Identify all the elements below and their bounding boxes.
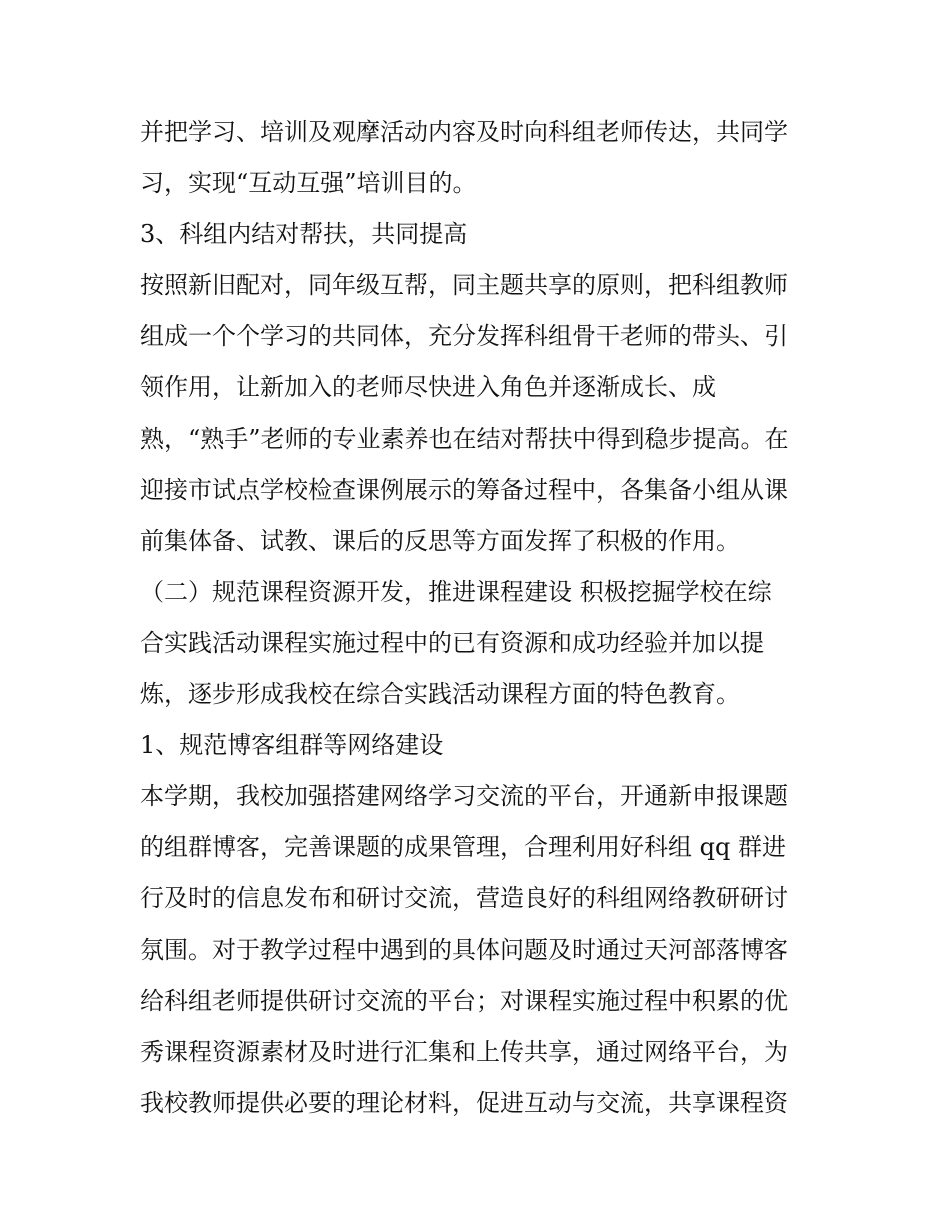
text-line: 氛围。对于教学过程中遇到的具体问题及时通过天河部落博客	[140, 935, 788, 964]
body-text	[140, 107, 820, 1129]
text-line: 熟，“熟手”老师的专业素养也在结对帮扶中得到稳步提高。在	[140, 424, 789, 453]
text-line: 本学期，我校加强搭建网络学习交流的平台，开通新申报课题	[140, 782, 788, 811]
text-line: 秀课程资源素材及时进行汇集和上传共享，通过网络平台，为	[140, 1037, 788, 1066]
section-heading: 3、科组内结对帮扶，共同提高	[140, 220, 468, 249]
text-line: 按照新旧配对，同年级互帮，同主题共享的原则，把科组教师	[140, 271, 788, 300]
text-line: 炼，逐步形成我校在综合实践活动课程方面的特色教育。	[140, 680, 740, 709]
text-line: 组成一个个学习的共同体，充分发挥科组骨干老师的带头、引	[140, 322, 788, 351]
text-line: 并把学习、培训及观摩活动内容及时向科组老师传达，共同学	[140, 118, 788, 146]
text-line: 前集体备、试教、课后的反思等方面发挥了积极的作用。	[140, 526, 740, 555]
text-line: 的组群博客，完善课题的成果管理，合理利用好科组 qq 群进	[140, 833, 786, 862]
text-line: 给科组老师提供研讨交流的平台；对课程实施过程中积累的优	[140, 986, 788, 1015]
text-line: 迎接市试点学校检查课例展示的筹备过程中，各集备小组从课	[140, 475, 788, 504]
section-heading: （二）规范课程资源开发，推进课程建设 积极挖掘学校在综	[140, 577, 772, 606]
text-line: 领作用，让新加入的老师尽快进入角色并逐渐成长、成	[140, 373, 716, 402]
text-line: 合实践活动课程实施过程中的已有资源和成功经验并加以提	[140, 628, 764, 657]
text-line: 习，实现“互动互强”培训目的。	[140, 169, 477, 198]
text-line: 行及时的信息发布和研讨交流，营造良好的科组网络教研研讨	[140, 884, 788, 913]
text-line: 我校教师提供必要的理论材料，促进互动与交流，共享课程资	[140, 1088, 788, 1117]
section-heading: 1、规范博客组群等网络建设	[140, 731, 444, 760]
